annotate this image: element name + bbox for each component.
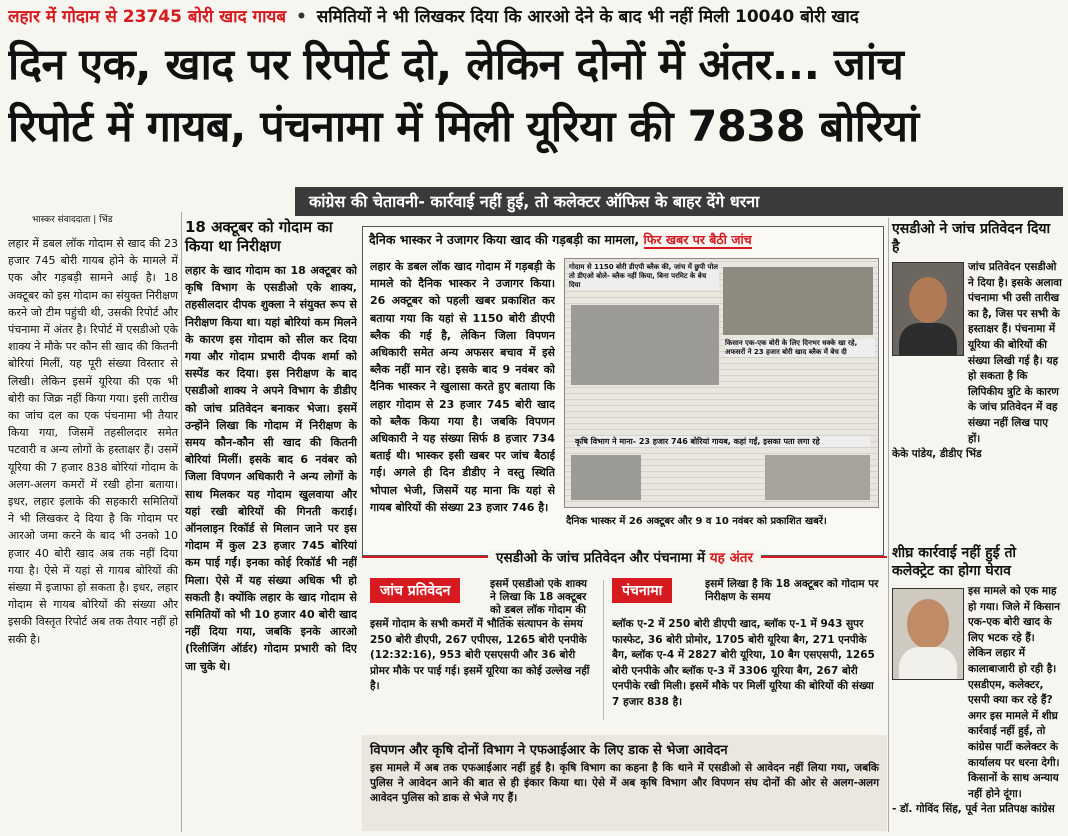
kicker-rest: समितियों ने भी लिखकर दिया कि आरओ देने के बाद भी नहीं मिली 10040 बोरी खाद (316, 7, 859, 27)
kicker-dot: • (295, 7, 307, 27)
fir-text: इस मामले में अब तक एफआईआर नहीं हुई है। कृषि विभाग का कहना है कि थाने में एसडीओ से आवेदन नहीं लिया गया, जबकि पुलिस ने आवेदन आने की बात से ही इंकार किया था। ऐसे में अब कृषि विभाग और विपणन संघ दोनों की ओर से अलग-अलग आवेदन पुलिस को डाक से भेजे गए हैं। (370, 762, 879, 804)
headline (8, 34, 1060, 184)
clipping-headline-3: कृषि विभाग ने माना- 23 हजार 746 बोरियां गायब, कहां गईं, इसका पता लगा रहे (575, 436, 870, 447)
box-title-mid: ने उजागर किया खाद की गड़बड़ी का मामला, (435, 232, 640, 247)
kicker-red: लहार में गोदाम से 23745 बोरी खाद गायब (8, 7, 287, 27)
report-text: इसमें गोदाम के सभी कमरों में भौतिक सत्यापन के समय 250 बोरी डीएपी, 267 एपीएस, 1265 बोरी एनपीके (12:32:16), 953 बोरी एसएसपी और 36 बोरी प्रोमर मौके पर पाई गई। इसमें यूरिया का कोई उल्लेख नहीं है। (370, 618, 590, 692)
column-main-story (8, 212, 178, 832)
sdo-quote: जांच प्रतिवेदन एसडीओ ने दिया है। इसके अलावा पंचनामा भी उसी तारीख का है, जिस पर सभी के हस्ताक्षर हैं। पंचनामा में यूरिया की बोरियों की संख्या लिखी गई है। यह हो सकता है कि लिपिकीय त्रुटि के कारण के जांच प्रतिवेदन में वह संख्या नहीं लिख पाए हों। (968, 261, 1062, 445)
clipping-caption: दैनिक भास्कर में 26 अक्टूबर और 9 व 10 नवंबर को प्रकाशित खबरें। (566, 516, 827, 527)
report-tag-wrap (370, 578, 490, 603)
box-title-brand: दैनिक भास्कर (369, 232, 432, 247)
headline-line-2: रिपोर्ट में गायब, पंचनामा में मिली यूरिया की 7838 बोरियां (8, 102, 919, 152)
govind-singh-photo (892, 588, 964, 680)
column-inspection (185, 218, 357, 832)
panchnama-tag-wrap (612, 578, 702, 603)
sdo-quote-block (892, 260, 1062, 540)
shoulders-shape-2 (899, 647, 957, 679)
protest-sign: - डॉ. गोविंद सिंह, पूर्व नेता प्रतिपक्ष कांग्रेस (892, 803, 1055, 816)
fir-title: विपणन और कृषि दोनों विभाग ने एफआईआर के लिए डाक से भेजा आवेदन (370, 743, 728, 758)
kicker (8, 4, 1060, 32)
face-shape-2 (907, 599, 949, 649)
column-divider-right (888, 218, 889, 832)
inspection-text: लहार के खाद गोदाम का 18 अक्टूबर को कृषि विभाग के एसडीओ एके शाक्य, तहसीलदार दीपक शुक्ला ने संयुक्त रूप से निरीक्षण किया था। यहां बोरियां कम मिलने के कारण इस गोदाम को सील कर दिया गया और गोदाम प्रभारी दीपक शर्मा को सस्पेंड कर दिया। इस निरीक्षण के बाद एसडीओ शाक्य ने अपने विभाग के डीडीए को जांच प्रतिवेदन बनाकर भेजा। इसमें उन्होंने लिखा कि गोदाम में निरीक्षण के समय कौन-कौन सी खाद की कितनी बोरियां मिलीं। इसके बाद 6 नवंबर को जिला विपणन अधिकारी ने अन्य लोगों के साथ मिलकर यह गोदाम खुलवाया और यहां रखी बोरियों की गिनती कराई। ऑनलाइन रिकॉर्ड से मिलान जाने पर इस गोदाम में कुल 23 हजार 745 बोरियां कम पाई गईं। इनका कोई रिकॉर्ड भी नहीं मिला। ऐसे में यह संख्या अधिक भी हो सकती है। क्योंकि लहार के खाद गोदाम से समितियों को भी 10 हजार 40 बोरी खाद नहीं दिया गया, जबकि इनके आरओ (रिलीजिंग ऑर्डर) गोदाम प्रभारी को दिए जा चुके थे। (185, 264, 357, 673)
box-story-text: लहार के डबल लॉक खाद गोदाम में गड़बड़ी के मामले को दैनिक भास्कर ने उजागर किया। 26 अक्टूबर को पहली खबर प्रकाशित कर बताया गया कि यहां से 1150 बोरी डीएपी ब्लैक की गई है, लेकिन जिला विपणन अधिकारी समेत अन्य अफसर बचाव में इसे ब्लैक नहीं मान रहे। इसके बाद 9 नवंबर को दैनिक भास्कर ने खुलासा करते हुए बताया कि लहार गोदाम से 23 हजार 745 बोरी खाद को ब्लैक किया गया है। जबकि विपणन अधिकारी ने यह संख्या सिर्फ 8 हजार 734 बताई थी। भास्कर इसी खबर पर जांच बैठाई गई। अगले ही दिन डीडीए ने वस्तु स्थिति भोपाल भेजी, जिसमें यह माना कि यहां से गायब बोरियों की संख्या 23 हजार 746 है। (370, 260, 555, 514)
warning-banner: कांग्रेस की चेतावनी- कार्रवाई नहीं हुई, तो कलेक्टर ऑफिस के बाहर देंगे धरना (295, 187, 1063, 216)
face-shape (909, 277, 947, 323)
clipping-headline-2: किसान एक-एक बोरी के लिए दिनभर धक्के खा रहे, अफसरों ने 23 हजार बोरी खाद ब्लैक में बेच दी (725, 339, 875, 357)
panchnama-tag: पंचनामा (612, 578, 672, 603)
box-title-red: फिर खबर पर बैठी जांच (643, 232, 752, 247)
sdo-sign: केके पांडेय, डीडीए भिंड (892, 448, 982, 461)
clipping-photo-2 (723, 267, 873, 335)
column-quotes (892, 220, 1062, 832)
comparison-title (362, 548, 887, 572)
headline-line-1: दिन एक, खाद पर रिपोर्ट दो, लेकिन दोनों में अंतर... जांच (8, 40, 904, 90)
comparison-title-red: यह अंतर (709, 550, 753, 566)
comparison-title-text: एसडीओ के जांच प्रतिवेदन और पंचनामा में (496, 550, 706, 566)
comparison-divider (603, 580, 604, 720)
panchnama-text: ब्लॉक ए-2 में 250 बोरी डीएपी खाद, ब्लॉक ए-1 में 943 सुपर फास्फेट, 36 बोरी प्रोमोर, 1705 बोरी यूरिया बैग, 271 एनपीके बैग, ब्लॉक ए-4 में 2827 बोरी यूरिया, 10 बैग एसएसपी, 1265 बोरी एनपीके और ब्लॉक ए-3 में 3306 यूरिया बैग, 267 बोरी एनपीके रखी मिली। इसमें मौके पर मिलीं यूरिया की बोरियों की संख्या 7 हजार 838 है। (612, 618, 875, 708)
clipping-headline-1: गोदाम से 1150 बोरी डीएपी ब्लैक की, जांच में छुपी पोल तो डीएओ बोले- ब्लैक नहीं किया, बिना परमिट के बेच दिया (569, 263, 719, 289)
report-intro: इसमें एसडीओ एके शाक्य ने लिखा कि 18 अक्टूबर को डबल लॉक गोदाम की (490, 578, 587, 616)
report-tag: जांच प्रतिवेदन (370, 578, 460, 603)
fir-box (362, 735, 887, 831)
inspection-title: 18 अक्टूबर को गोदाम का किया था निरीक्षण (185, 218, 333, 255)
main-story-text: लहार में डबल लॉक गोदाम से खाद की 23 हजार 745 बोरी गायब होने के मामले में एक और गड़बड़ी सामने आई है। 18 अक्टूबर को इस गोदाम का संयुक्त निरीक्षण करने जो टीम पहुंची थी, उसकी रिपोर्ट और पंचनामा में अंतर है। रिपोर्ट में एसडीओ एके शाक्य ने मौके पर कौन सी खाद की कितनी बोरियां मिलीं, यह पूरी संख्या विस्तार से लिखी। लेकिन इसमें यूरिया की एक भी बोरी का जिक्र नहीं किया गया। इसी तारीख का जांच दल का एक पंचनामा भी तैयार किया गया, जिसमें तहसीलदार समेत पटवारी व अन्य लोगों के हस्ताक्षर हैं। उसमें यूरिया की 7 हजार 838 बोरियां गोदाम के अलग-अलग कमरों में रखी होना बताया। इधर, लहार इलाके की सहकारी समितियों ने भी लिखकर दे दिया है कि गोदाम पर आरओ जमा करने के बाद भी उनको 10 हजार 40 बोरी खाद अब तक नहीं दिया गया है। ऐसे में यहां से गायब बोरियों की संख्या में इजाफा हो सकता है। इधर, लहार गोदाम से गायब बोरियों की संख्या और इसकी विस्तृत रिपोर्ट अब तक तैयार नहीं हो सकी है। (8, 237, 178, 646)
kk-pandey-photo (892, 262, 964, 356)
clipping-photo-4 (765, 455, 870, 500)
shoulders-shape (899, 323, 957, 355)
protest-quote: इस मामले को एक माह हो गया। जिले में किसान एक-एक बोरी खाद के लिए भटक रहे हैं। लेकिन लहार में कालाबाजारी हो रही है। एसडीएम, कलेक्टर, एसपी क्या कर रहे हैं? अगर इस मामले में शीघ्र कार्रवाई नहीं हुई, तो कांग्रेस पार्टी कलेक्टर के कार्यालय पर धरना देगी। किसानों के साथ अन्याय नहीं होने दूंगा। (968, 585, 1060, 800)
panchnama-intro: इसमें लिखा है कि 18 अक्टूबर को गोदाम पर निरीक्षण के समय (705, 578, 879, 603)
protest-quote-block (892, 584, 1062, 818)
newspaper-clippings-image (564, 258, 879, 508)
box-title (363, 227, 883, 252)
clipping-photo-3 (571, 455, 641, 500)
sdo-head: एसडीओ ने जांच प्रतिवेदन दिया है (892, 221, 1051, 255)
protest-head: शीघ्र कार्रवाई नहीं हुई तो कलेक्ट्रेट का होगा घेराव (892, 545, 1017, 579)
byline: भास्कर संवाददाता | भिंड (32, 215, 113, 225)
clipping-photo-1 (571, 305, 719, 385)
column-divider (181, 212, 182, 832)
